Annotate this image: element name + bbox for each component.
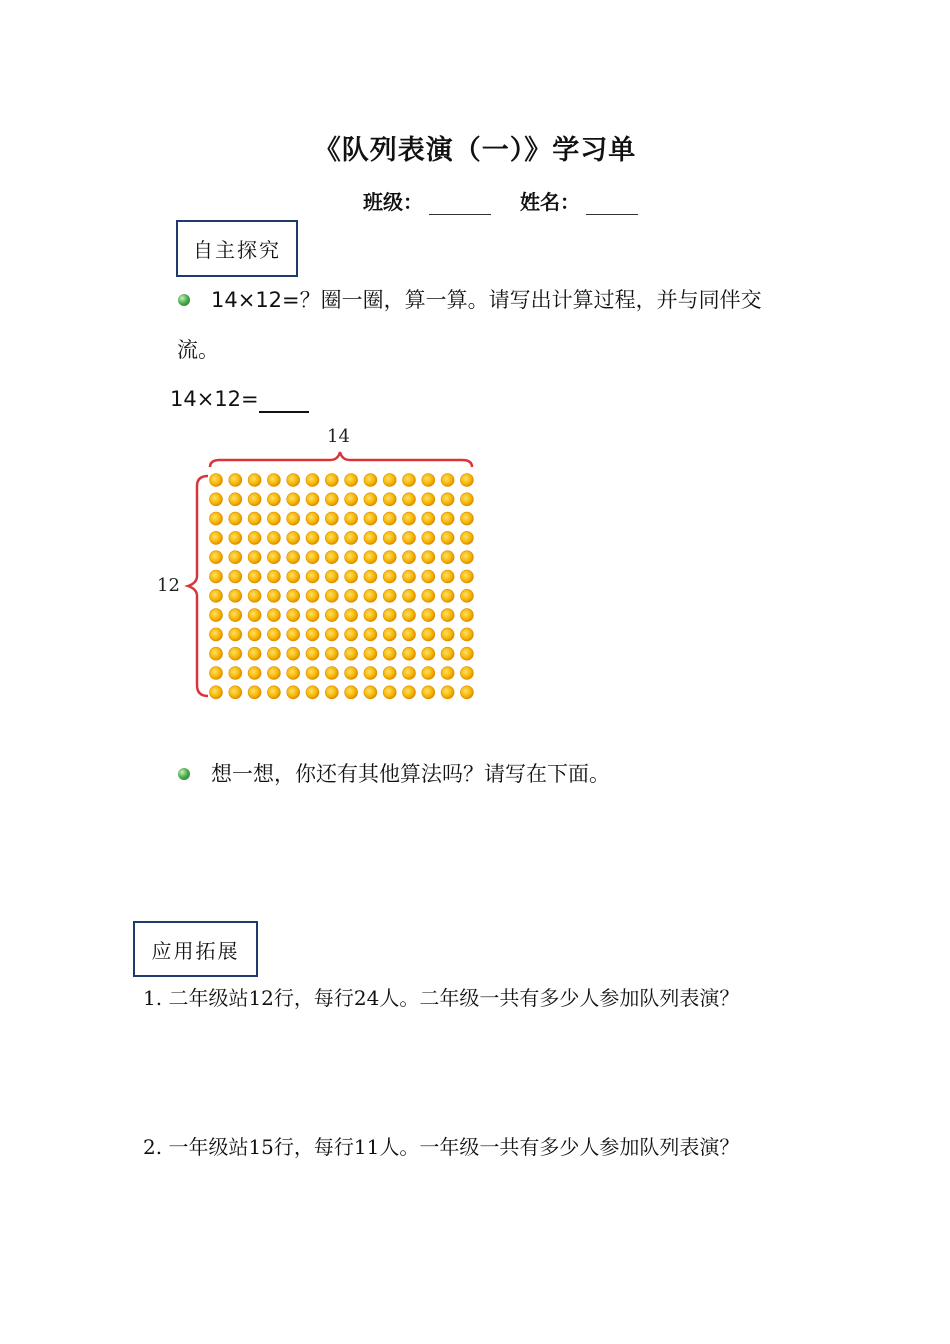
dot <box>345 628 358 641</box>
dot <box>325 474 338 487</box>
dot <box>267 531 280 544</box>
dot <box>287 570 300 583</box>
dot <box>345 686 358 699</box>
dot <box>422 686 435 699</box>
dot <box>441 686 454 699</box>
bullet-icon <box>178 294 190 306</box>
dot <box>403 667 416 680</box>
dot <box>383 667 396 680</box>
task-line-3: 想一想，你还有其他算法吗？请写在下面。 <box>211 762 610 786</box>
dot <box>267 589 280 602</box>
dot <box>306 570 319 583</box>
class-field <box>363 186 491 215</box>
dot <box>460 589 473 602</box>
dot <box>229 531 242 544</box>
dot <box>441 570 454 583</box>
dot <box>306 647 319 660</box>
dot <box>229 628 242 641</box>
dot <box>287 686 300 699</box>
dot <box>248 570 261 583</box>
figure-top-label: 14 <box>327 426 350 447</box>
dot <box>248 589 261 602</box>
name-blank[interactable] <box>586 192 638 215</box>
dot <box>403 609 416 622</box>
dot <box>306 667 319 680</box>
dot <box>345 589 358 602</box>
dot <box>441 667 454 680</box>
dot <box>441 551 454 564</box>
dot <box>422 647 435 660</box>
dot <box>325 647 338 660</box>
dot <box>422 628 435 641</box>
class-label: 班级： <box>363 190 423 214</box>
task-line-2: 流。 <box>177 338 219 362</box>
dot <box>383 474 396 487</box>
dot <box>210 686 223 699</box>
dot <box>210 667 223 680</box>
dot <box>248 531 261 544</box>
question-2: 2. 一年级站15行，每行11人。一年级一共有多少人参加队列表演？ <box>143 1135 740 1159</box>
dot <box>403 531 416 544</box>
dot <box>229 609 242 622</box>
page-title: 《队列表演（一）》学习单 <box>313 135 637 166</box>
dot <box>422 493 435 506</box>
dot <box>422 570 435 583</box>
dot <box>210 551 223 564</box>
dot <box>345 493 358 506</box>
dot <box>325 512 338 525</box>
dot <box>210 531 223 544</box>
dot <box>383 628 396 641</box>
dot <box>403 686 416 699</box>
dot <box>229 551 242 564</box>
dot <box>229 570 242 583</box>
dot <box>422 551 435 564</box>
dot <box>441 647 454 660</box>
dot <box>460 570 473 583</box>
dot <box>441 589 454 602</box>
dot <box>210 512 223 525</box>
dot <box>325 609 338 622</box>
dot <box>325 531 338 544</box>
dot <box>210 474 223 487</box>
dot <box>306 551 319 564</box>
dot <box>383 609 396 622</box>
dot <box>422 474 435 487</box>
dot <box>229 589 242 602</box>
dot <box>383 647 396 660</box>
dot <box>441 474 454 487</box>
dot <box>364 570 377 583</box>
dot <box>345 512 358 525</box>
dot <box>306 531 319 544</box>
dot <box>364 551 377 564</box>
dot <box>267 570 280 583</box>
dot <box>383 551 396 564</box>
dot <box>267 647 280 660</box>
dot-array-figure <box>180 440 490 710</box>
dot <box>210 570 223 583</box>
dot <box>287 551 300 564</box>
dot <box>441 512 454 525</box>
dot <box>325 667 338 680</box>
dot <box>383 512 396 525</box>
dot <box>364 493 377 506</box>
dot <box>248 551 261 564</box>
dot <box>403 628 416 641</box>
dot <box>383 589 396 602</box>
dot <box>460 667 473 680</box>
dot <box>287 647 300 660</box>
top-brace <box>210 452 472 467</box>
dot <box>345 474 358 487</box>
name-field <box>520 186 638 215</box>
dot <box>287 493 300 506</box>
section-label-explore: 自主探究 <box>176 220 298 277</box>
dot <box>325 589 338 602</box>
dot <box>267 609 280 622</box>
dot <box>460 551 473 564</box>
dot <box>364 647 377 660</box>
dot <box>325 551 338 564</box>
dot <box>460 628 473 641</box>
dot <box>248 667 261 680</box>
dot <box>403 570 416 583</box>
dot <box>325 570 338 583</box>
dot <box>287 512 300 525</box>
dot <box>248 474 261 487</box>
section-label-apply: 应用拓展 <box>133 921 258 977</box>
dot <box>267 551 280 564</box>
dot <box>267 686 280 699</box>
class-blank[interactable] <box>429 192 491 215</box>
dot <box>306 493 319 506</box>
question-1: 1. 二年级站12行，每行24人。二年级一共有多少人参加队列表演？ <box>143 986 740 1010</box>
dot <box>210 647 223 660</box>
dot <box>403 647 416 660</box>
dot <box>422 512 435 525</box>
dot <box>229 667 242 680</box>
dot <box>229 474 242 487</box>
dot <box>364 512 377 525</box>
dot <box>460 647 473 660</box>
dot <box>364 667 377 680</box>
dot <box>306 628 319 641</box>
dot <box>229 493 242 506</box>
dot <box>403 551 416 564</box>
dot <box>267 628 280 641</box>
bullet-icon <box>178 768 190 780</box>
dot <box>364 474 377 487</box>
dot <box>345 647 358 660</box>
dot <box>441 531 454 544</box>
dot <box>287 531 300 544</box>
dot <box>383 493 396 506</box>
dot <box>267 512 280 525</box>
dot <box>210 493 223 506</box>
dot <box>210 628 223 641</box>
dot <box>229 647 242 660</box>
dot <box>306 686 319 699</box>
dot <box>422 667 435 680</box>
dot <box>345 667 358 680</box>
dot <box>345 570 358 583</box>
task-line-1: 14×12=？圈一圈，算一算。请写出计算过程，并与同伴交 <box>211 288 762 312</box>
dot <box>267 667 280 680</box>
dot <box>267 493 280 506</box>
dot <box>248 512 261 525</box>
dot <box>267 474 280 487</box>
dot <box>248 628 261 641</box>
dot <box>460 686 473 699</box>
dot <box>345 551 358 564</box>
dot <box>383 531 396 544</box>
dot <box>364 609 377 622</box>
equation-line <box>170 385 309 413</box>
dot <box>210 589 223 602</box>
dot <box>460 512 473 525</box>
dot <box>441 609 454 622</box>
dot <box>460 493 473 506</box>
dot-grid <box>210 474 474 699</box>
dot <box>306 474 319 487</box>
dot <box>422 531 435 544</box>
equation-blank[interactable] <box>259 389 309 413</box>
dot <box>460 609 473 622</box>
dot <box>422 589 435 602</box>
dot <box>345 531 358 544</box>
name-label: 姓名： <box>520 190 580 214</box>
dot <box>383 686 396 699</box>
dot <box>287 628 300 641</box>
dot <box>403 493 416 506</box>
dot <box>325 686 338 699</box>
dot <box>248 609 261 622</box>
equation-text: 14×12= <box>170 387 259 411</box>
dot <box>403 474 416 487</box>
dot <box>383 570 396 583</box>
dot <box>229 686 242 699</box>
dot <box>248 493 261 506</box>
dot <box>441 628 454 641</box>
dot <box>364 628 377 641</box>
dot <box>403 512 416 525</box>
side-brace <box>188 476 208 696</box>
dot <box>460 474 473 487</box>
dot <box>306 512 319 525</box>
dot <box>306 609 319 622</box>
dot <box>460 531 473 544</box>
dot <box>248 647 261 660</box>
dot <box>441 493 454 506</box>
dot <box>325 628 338 641</box>
dot <box>306 589 319 602</box>
dot <box>287 589 300 602</box>
dot <box>248 686 261 699</box>
dot <box>364 686 377 699</box>
dot <box>422 609 435 622</box>
figure-side-label: 12 <box>157 575 180 596</box>
dot <box>287 667 300 680</box>
dot <box>364 531 377 544</box>
dot <box>287 609 300 622</box>
dot <box>325 493 338 506</box>
dot <box>287 474 300 487</box>
dot <box>403 589 416 602</box>
dot <box>364 589 377 602</box>
dot <box>345 609 358 622</box>
dot <box>210 609 223 622</box>
dot <box>229 512 242 525</box>
